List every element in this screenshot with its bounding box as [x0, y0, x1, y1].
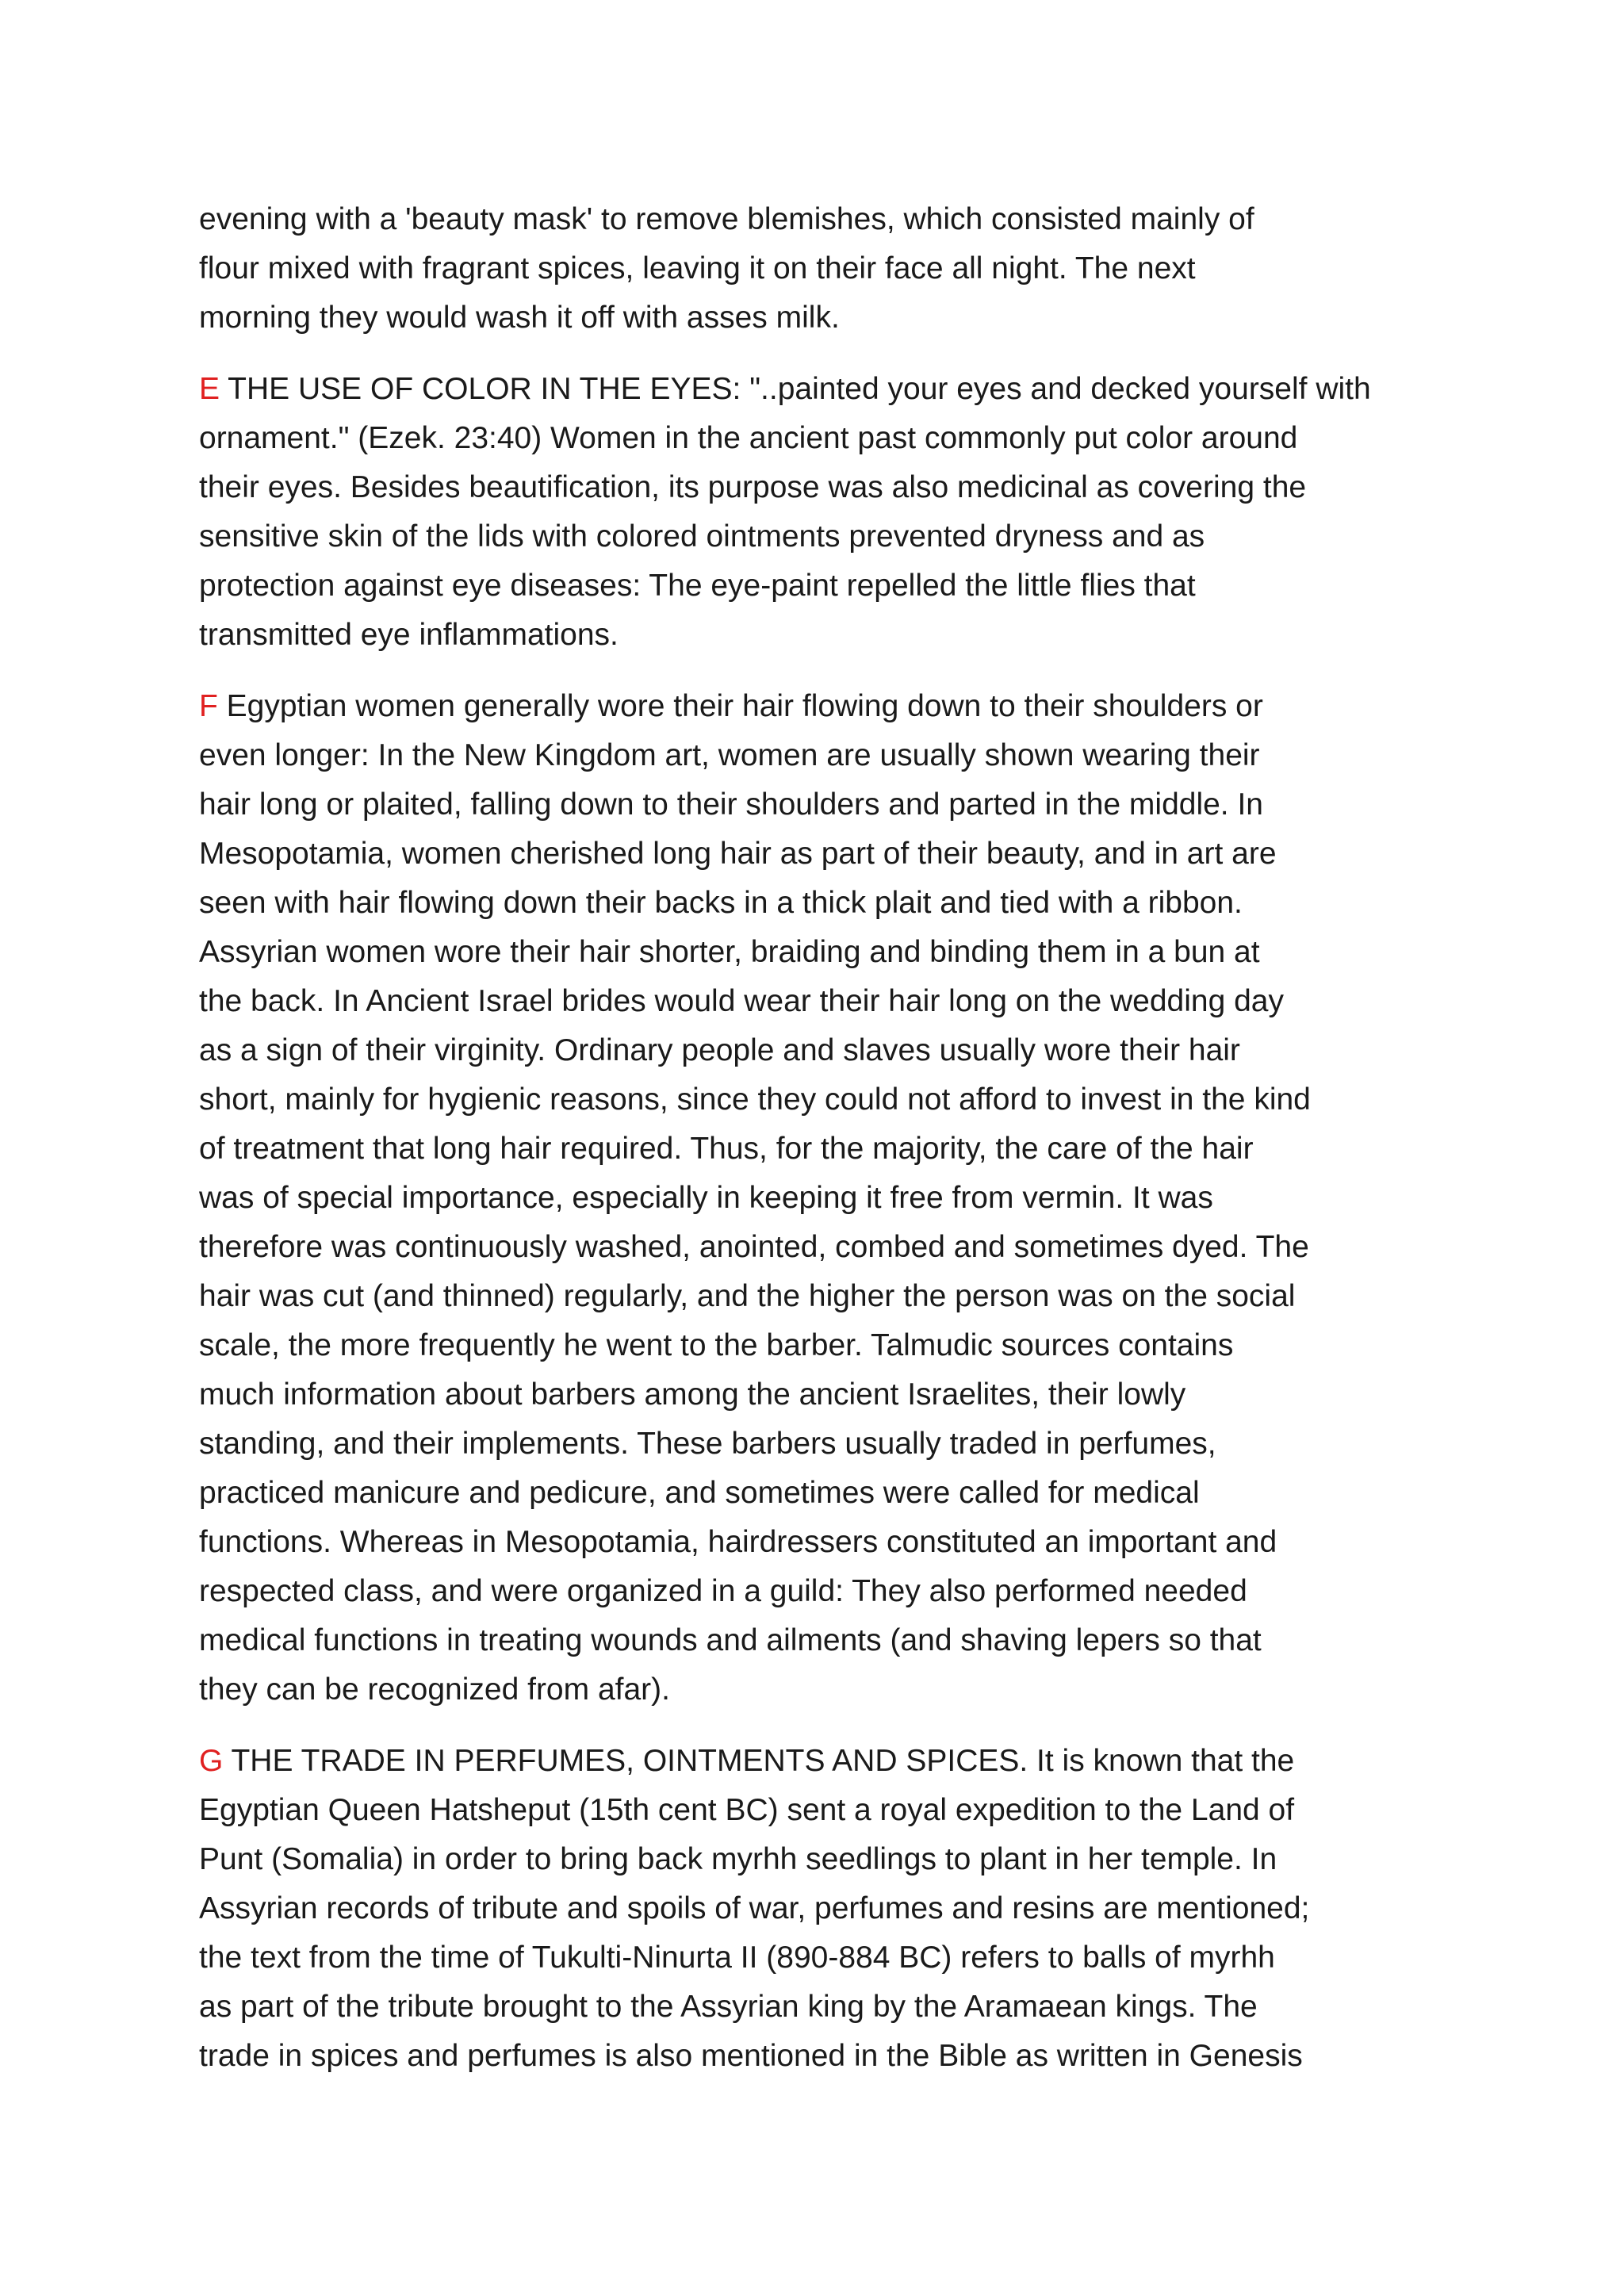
text-line: Assyrian records of tribute and spoils of war, perfumes and resins are mentioned; [199, 1891, 1310, 1925]
text-line: Assyrian women wore their hair shorter, braiding and binding them in a bun at [199, 935, 1260, 969]
text-line: the text from the time of Tukulti-Ninurta II (890-884 BC) refers to balls of myrhh [199, 1941, 1275, 1975]
text-line: flour mixed with fragrant spices, leaving it on their face all night. The next [199, 251, 1196, 285]
text-line: ornament." (Ezek. 23:40) Women in the ancient past commonly put color around [199, 421, 1298, 455]
text-line: of treatment that long hair required. Thus, for the majority, the care of the hair [199, 1132, 1254, 1166]
paragraph-e-eye-color [199, 365, 1452, 660]
text-line: scale, the more frequently he went to the barber. Talmudic sources contains [199, 1328, 1234, 1362]
text-line: functions. Whereas in Mesopotamia, hairdressers constituted an important and [199, 1525, 1277, 1559]
text-line [199, 365, 1452, 414]
text-line: Punt (Somalia) in order to bring back myrhh seedlings to plant in her temple. In [199, 1842, 1277, 1876]
text-line-content: THE TRADE IN PERFUMES, OINTMENTS AND SPICES. It is known that the [223, 1744, 1295, 1778]
text-line-content: Egyptian women generally wore their hair flowing down to their shoulders or [217, 689, 1263, 723]
text-line: protection against eye diseases: The eye-paint repelled the little flies that [199, 569, 1196, 603]
text-line: morning they would wash it off with asses milk. [199, 301, 840, 335]
text-line: even longer: In the New Kingdom art, women are usually shown wearing their [199, 738, 1260, 772]
text-line: their eyes. Besides beautification, its purpose was also medicinal as covering the [199, 470, 1307, 504]
text-line [199, 1737, 1452, 1786]
text-line: they can be recognized from afar). [199, 1672, 670, 1707]
text-line: Mesopotamia, women cherished long hair as part of their beauty, and in art are [199, 837, 1277, 871]
text-line: Egyptian Queen Hatsheput (15th cent BC) sent a royal expedition to the Land of [199, 1793, 1295, 1827]
section-letter: G [199, 1744, 224, 1778]
text-line: therefore was continuously washed, anointed, combed and sometimes dyed. The [199, 1230, 1309, 1264]
text-line: trade in spices and perfumes is also mentioned in the Bible as written in Genesis [199, 2039, 1303, 2073]
text-line [199, 682, 1452, 731]
text-line: evening with a 'beauty mask' to remove blemishes, which consisted mainly of [199, 202, 1254, 236]
text-line: seen with hair flowing down their backs in a thick plait and tied with a ribbon. [199, 886, 1243, 920]
text-line: hair was cut (and thinned) regularly, and the higher the person was on the social [199, 1279, 1296, 1313]
text-line: hair long or plaited, falling down to their shoulders and parted in the middle. In [199, 787, 1263, 822]
text-line: respected class, and were organized in a guild: They also performed needed [199, 1574, 1247, 1608]
section-letter: E [199, 372, 220, 406]
text-line: transmitted eye inflammations. [199, 618, 619, 652]
text-line: as a sign of their virginity. Ordinary people and slaves usually wore their hair [199, 1033, 1240, 1067]
document-page [199, 195, 1452, 2103]
text-line: was of special importance, especially in keeping it free from vermin. It was [199, 1181, 1213, 1215]
text-line: sensitive skin of the lids with colored ointments prevented dryness and as [199, 519, 1205, 554]
text-line: medical functions in treating wounds and ailments (and shaving lepers so that [199, 1623, 1262, 1657]
paragraph-g-trade [199, 1737, 1452, 2081]
text-line: much information about barbers among the ancient Israelites, their lowly [199, 1377, 1186, 1412]
text-line: as part of the tribute brought to the Assyrian king by the Aramaean kings. The [199, 1990, 1258, 2024]
paragraph-beauty-mask [199, 195, 1452, 343]
paragraph-f-hair [199, 682, 1452, 1715]
text-line: the back. In Ancient Israel brides would wear their hair long on the wedding day [199, 984, 1284, 1018]
text-line: standing, and their implements. These barbers usually traded in perfumes, [199, 1427, 1216, 1461]
section-letter: F [199, 689, 218, 723]
text-line: practiced manicure and pedicure, and sometimes were called for medical [199, 1476, 1200, 1510]
text-line: short, mainly for hygienic reasons, since they could not afford to invest in the kind [199, 1082, 1311, 1117]
text-line-content: THE USE OF COLOR IN THE EYES: "..painted your eyes and decked yourself with [220, 372, 1371, 406]
